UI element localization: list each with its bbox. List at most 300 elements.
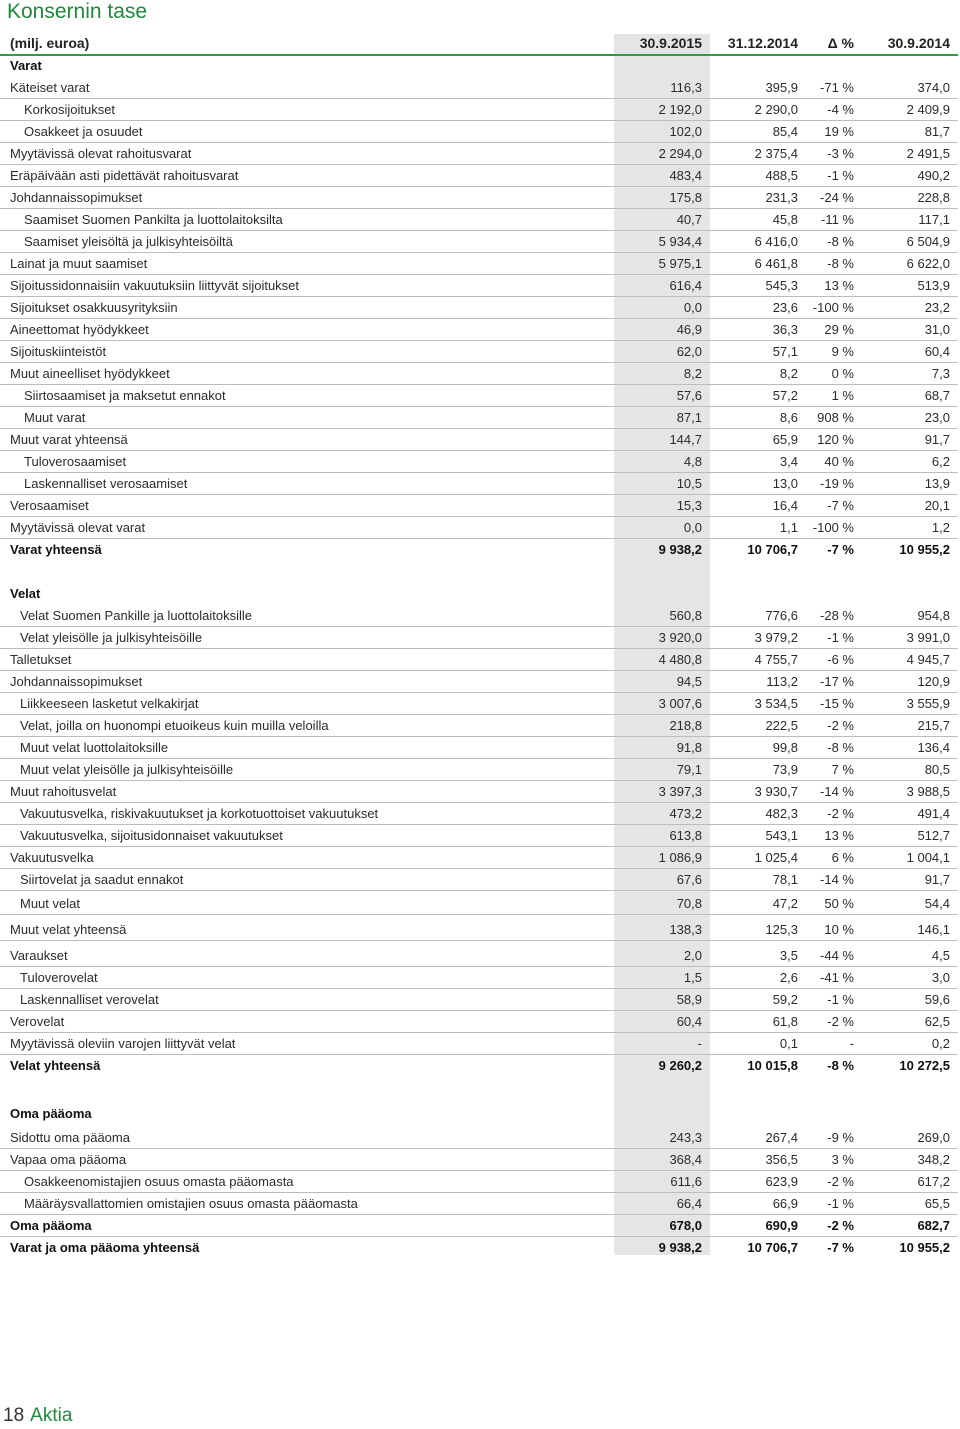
row-value: 13,0 (772, 476, 798, 491)
row-value: 60,4 (924, 344, 950, 359)
row-value: 40 % (824, 454, 854, 469)
row-value: 31,0 (924, 322, 950, 337)
row-value: 23,2 (924, 300, 950, 315)
table-row (0, 944, 958, 967)
table-row (0, 1170, 958, 1193)
row-value: 374,0 (917, 80, 950, 95)
row-value: 5 975,1 (658, 256, 702, 271)
row-value: -2 % (827, 1218, 854, 1233)
row-label: Johdannaissopimukset (10, 674, 143, 689)
row-label: Velat yleisölle ja julkisyhteisöille (20, 630, 203, 645)
row-value: 482,3 (765, 806, 798, 821)
table-row (0, 736, 958, 759)
row-value: -28 % (820, 608, 854, 623)
row-value: 3 920,0 (658, 630, 702, 645)
row-value: 513,9 (917, 278, 950, 293)
row-value: 65,9 (772, 432, 798, 447)
row-value: 3 397,3 (658, 784, 702, 799)
row-label: Muut velat (20, 896, 80, 911)
row-value: 23,0 (924, 410, 950, 425)
row-value: -7 % (827, 498, 854, 513)
table-row (0, 494, 958, 517)
row-value: 85,4 (772, 124, 798, 139)
table-row (0, 1010, 958, 1033)
row-value: 231,3 (765, 190, 798, 205)
table-row (0, 1236, 958, 1258)
row-label: Talletukset (10, 652, 72, 667)
row-label: Muut rahoitusvelat (10, 784, 117, 799)
row-value: 6 622,0 (906, 256, 950, 271)
table-header (0, 32, 958, 54)
row-value: -2 % (827, 718, 854, 733)
row-value: -1 % (827, 630, 854, 645)
row-label: Muut velat luottolaitoksille (20, 740, 169, 755)
row-value: 54,4 (924, 896, 950, 911)
row-value: 19 % (824, 124, 854, 139)
row-value: 6 504,9 (906, 234, 950, 249)
row-value: 3,0 (931, 970, 950, 985)
table-row (0, 802, 958, 825)
row-label: Myytävissä oleviin varojen liittyvät velat (10, 1036, 236, 1051)
row-value: -41 % (820, 970, 854, 985)
table-row (0, 318, 958, 341)
table-row (0, 120, 958, 143)
row-value: 1,2 (931, 520, 950, 535)
row-value: -44 % (820, 948, 854, 963)
row-label: Korkosijoitukset (24, 102, 116, 117)
row-value: 613,8 (669, 828, 702, 843)
row-label: Vakuutusvelka (10, 850, 94, 865)
row-value: -14 % (820, 872, 854, 887)
row-value: 678,0 (669, 1218, 702, 1233)
row-value: -100 % (812, 520, 854, 535)
row-value: 3 988,5 (906, 784, 950, 799)
row-value: -8 % (827, 740, 854, 755)
row-value: 215,7 (917, 718, 950, 733)
row-value: 6 416,0 (754, 234, 798, 249)
row-value: 0,1 (779, 1036, 798, 1051)
row-label: Myytävissä olevat rahoitusvarat (10, 146, 192, 161)
row-value: 47,2 (772, 896, 798, 911)
row-label: Velat, joilla on huonompi etuoikeus kuin muilla veloilla (20, 718, 329, 733)
row-label: Määräysvallattomien omistajien osuus omasta pääomasta (24, 1196, 358, 1211)
row-value: 560,8 (669, 608, 702, 623)
row-value: 73,9 (772, 762, 798, 777)
row-value: 8,6 (779, 410, 798, 425)
row-value: 3 % (831, 1152, 854, 1167)
row-value: 9 938,2 (658, 542, 702, 557)
table-row (0, 582, 958, 604)
row-value: 954,8 (917, 608, 950, 623)
row-label: Muut varat (24, 410, 86, 425)
row-value: 0,0 (683, 300, 702, 315)
row-label: Käteiset varat (10, 80, 90, 95)
row-label: Vakuutusvelka, riskivakuutukset ja korkotuottoiset vakuutukset (20, 806, 379, 821)
row-value: 10 706,7 (747, 1240, 798, 1255)
row-value: 6,2 (931, 454, 950, 469)
row-value: 57,6 (676, 388, 702, 403)
table-row (0, 252, 958, 275)
row-value: 15,3 (676, 498, 702, 513)
row-value: 10 % (824, 922, 854, 937)
row-value: 113,2 (766, 674, 798, 689)
table-row (0, 54, 958, 76)
row-value: 0,2 (931, 1036, 950, 1051)
row-value: 10 706,7 (747, 542, 798, 557)
header-col-2014-year: 31.12.2014 (727, 35, 798, 51)
row-value: 144,7 (669, 432, 702, 447)
row-value: 67,6 (676, 872, 702, 887)
table-row (0, 846, 958, 869)
row-label: Oma pääoma (10, 1106, 92, 1121)
table-row (0, 1148, 958, 1171)
row-value: 908 % (817, 410, 854, 425)
row-label: Sijoitukset osakkuusyrityksiin (10, 300, 178, 315)
row-value: 23,6 (772, 300, 798, 315)
header-col-2015q3: 30.9.2015 (639, 35, 702, 51)
table-row (0, 988, 958, 1011)
row-value: 1,1 (779, 520, 798, 535)
row-label: Liikkeeseen lasketut velkakirjat (20, 696, 199, 711)
table-row (0, 966, 958, 989)
table-row (0, 1214, 958, 1237)
table-row (0, 1102, 958, 1124)
row-value: 2 409,9 (906, 102, 950, 117)
row-value: 16,4 (772, 498, 798, 513)
row-value: 78,1 (772, 872, 798, 887)
row-value: 1 025,4 (754, 850, 798, 865)
row-value: 3 979,2 (754, 630, 798, 645)
row-value: 4 945,7 (906, 652, 950, 667)
row-value: 62,5 (924, 1014, 950, 1029)
row-value: 59,2 (772, 992, 798, 1007)
row-value: 9 938,2 (658, 1240, 702, 1255)
row-value: 125,3 (765, 922, 798, 937)
row-value: 116,3 (670, 80, 702, 95)
row-label: Aineettomat hyödykkeet (10, 322, 149, 337)
row-value: 13 % (824, 278, 854, 293)
table-row (0, 604, 958, 627)
row-value: 222,5 (765, 718, 798, 733)
row-value: 473,2 (669, 806, 702, 821)
row-value: -2 % (827, 1174, 854, 1189)
row-label: Osakkeenomistajien osuus omasta pääomasta (24, 1174, 294, 1189)
row-value: 483,4 (669, 168, 702, 183)
row-value: 136,4 (917, 740, 950, 755)
row-value: 29 % (824, 322, 854, 337)
row-label: Tuloverovelat (20, 970, 98, 985)
page-footer (3, 1405, 72, 1427)
row-value: -17 % (820, 674, 854, 689)
row-label: Varat ja oma pääoma yhteensä (10, 1240, 200, 1255)
row-value: 4,5 (931, 948, 950, 963)
row-value: 617,2 (917, 1174, 950, 1189)
row-label: Sijoituskiinteistöt (10, 344, 107, 359)
row-value: -15 % (820, 696, 854, 711)
row-label: Oma pääoma (10, 1218, 92, 1233)
row-label: Muut aineelliset hyödykkeet (10, 366, 170, 381)
row-value: 91,7 (924, 432, 950, 447)
row-value: 66,9 (772, 1196, 798, 1211)
row-label: Muut velat yhteensä (10, 922, 127, 937)
row-label: Sijoitussidonnaisiin vakuutuksiin liittyvät sijoitukset (10, 278, 300, 293)
table-row (0, 208, 958, 231)
table-row (0, 1054, 958, 1076)
row-value: 70,8 (676, 896, 702, 911)
row-label: Velat Suomen Pankille ja luottolaitoksille (20, 608, 252, 623)
row-value: 1,5 (683, 970, 702, 985)
row-value: 120,9 (917, 674, 950, 689)
row-value: -2 % (827, 806, 854, 821)
row-value: 682,7 (917, 1218, 950, 1233)
row-value: 58,9 (676, 992, 702, 1007)
row-value: 623,9 (765, 1174, 798, 1189)
row-value: 4,8 (683, 454, 702, 469)
row-value: 20,1 (924, 498, 950, 513)
row-value: 46,9 (676, 322, 702, 337)
row-value: 10 272,5 (899, 1058, 950, 1073)
row-value: 3 991,0 (906, 630, 950, 645)
row-value: -8 % (827, 256, 854, 271)
table-row (0, 406, 958, 429)
table-row (0, 516, 958, 539)
row-label: Siirtovelat ja saadut ennakot (20, 872, 184, 887)
row-value: 243,3 (669, 1130, 702, 1145)
row-value: 40,7 (676, 212, 702, 227)
row-value: 138,3 (669, 922, 702, 937)
row-value: 117,1 (918, 212, 950, 227)
table-row (0, 142, 958, 165)
row-value: -1 % (827, 168, 854, 183)
row-value: 91,7 (924, 872, 950, 887)
row-value: 490,2 (917, 168, 950, 183)
row-value: -8 % (827, 234, 854, 249)
table-row (0, 868, 958, 891)
row-value: 10 955,2 (899, 542, 950, 557)
row-value: - (849, 1036, 854, 1051)
row-value: 3 930,7 (754, 784, 798, 799)
row-value: -6 % (827, 652, 854, 667)
page-title: Konsernin tase (7, 0, 148, 23)
row-value: 45,8 (772, 212, 798, 227)
row-value: 3,4 (779, 454, 798, 469)
row-value: -7 % (827, 542, 854, 557)
header-unit-label: (milj. euroa) (10, 35, 90, 51)
row-value: 60,4 (676, 1014, 702, 1029)
row-value: 228,8 (917, 190, 950, 205)
row-value: 348,2 (917, 1152, 950, 1167)
row-label: Muut velat yleisölle ja julkisyhteisöille (20, 762, 234, 777)
table-row (0, 472, 958, 495)
row-value: 10 955,2 (899, 1240, 950, 1255)
row-value: 616,4 (669, 278, 702, 293)
row-label: Saamiset yleisöltä ja julkisyhteisöiltä (24, 234, 233, 249)
table-row (0, 714, 958, 737)
row-value: 6 % (831, 850, 854, 865)
table-row (0, 780, 958, 803)
table-row (0, 670, 958, 693)
row-value: -9 % (827, 1130, 854, 1145)
row-value: 545,3 (765, 278, 798, 293)
row-label: Myytävissä olevat varat (10, 520, 146, 535)
row-value: 99,8 (772, 740, 798, 755)
row-label: Varaukset (10, 948, 68, 963)
row-value: 218,8 (669, 718, 702, 733)
table-row (0, 296, 958, 319)
row-label: Osakkeet ja osuudet (24, 124, 143, 139)
row-value: 57,1 (772, 344, 798, 359)
row-value: -24 % (820, 190, 854, 205)
table-row (0, 98, 958, 121)
table-row (0, 538, 958, 560)
row-value: 4 755,7 (754, 652, 798, 667)
row-value: 91,8 (676, 740, 702, 755)
row-value: -19 % (820, 476, 854, 491)
row-label: Lainat ja muut saamiset (10, 256, 148, 271)
table-row (0, 428, 958, 451)
page-number: 18 (3, 1405, 25, 1426)
row-value: 0 % (831, 366, 854, 381)
row-value: 9 % (831, 344, 854, 359)
row-value: 79,1 (676, 762, 702, 777)
table-row (0, 648, 958, 671)
row-value: 36,3 (772, 322, 798, 337)
row-value: 267,4 (765, 1130, 798, 1145)
row-label: Siirtosaamiset ja maksetut ennakot (24, 388, 226, 403)
table-row (0, 164, 958, 187)
row-value: 8,2 (779, 366, 798, 381)
row-value: 50 % (824, 896, 854, 911)
header-col-2014q3: 30.9.2014 (887, 35, 950, 51)
row-label: Vapaa oma pääoma (10, 1152, 127, 1167)
table-row (0, 186, 958, 209)
row-label: Laskennalliset verovelat (20, 992, 159, 1007)
row-value: 81,7 (924, 124, 950, 139)
row-label: Muut varat yhteensä (10, 432, 128, 447)
row-value: 2 294,0 (658, 146, 702, 161)
row-value: 8,2 (683, 366, 702, 381)
row-value: 102,0 (669, 124, 702, 139)
row-label: Verosaamiset (10, 498, 89, 513)
table-row (0, 230, 958, 253)
table-row (0, 692, 958, 715)
row-value: 120 % (817, 432, 854, 447)
row-value: 65,5 (924, 1196, 950, 1211)
row-value: -11 % (821, 212, 854, 227)
row-value: 1 004,1 (906, 850, 950, 865)
row-value: 269,0 (917, 1130, 950, 1145)
row-value: 491,4 (917, 806, 950, 821)
row-label: Varat yhteensä (10, 542, 102, 557)
row-value: 690,9 (765, 1218, 798, 1233)
row-value: 3 555,9 (906, 696, 950, 711)
row-label: Verovelat (10, 1014, 65, 1029)
row-value: 9 260,2 (658, 1058, 702, 1073)
row-value: 62,0 (676, 344, 702, 359)
table-row (0, 340, 958, 363)
row-value: 7,3 (931, 366, 950, 381)
row-value: -4 % (827, 102, 854, 117)
row-value: 488,5 (765, 168, 798, 183)
row-value: -2 % (827, 1014, 854, 1029)
row-value: 5 934,4 (658, 234, 702, 249)
table-row (0, 450, 958, 473)
row-value: 3 007,6 (658, 696, 702, 711)
row-value: 611,6 (670, 1174, 702, 1189)
row-label: Vakuutusvelka, sijoitusidonnaiset vakuutukset (20, 828, 283, 843)
row-value: - (697, 1036, 702, 1051)
row-label: Saamiset Suomen Pankilta ja luottolaitoksilta (24, 212, 283, 227)
row-label: Sidottu oma pääoma (10, 1130, 130, 1145)
row-value: 66,4 (676, 1196, 702, 1211)
row-value: -3 % (827, 146, 854, 161)
row-value: 4 480,8 (658, 652, 702, 667)
row-value: 10 015,8 (747, 1058, 798, 1073)
row-label: Laskennalliset verosaamiset (24, 476, 188, 491)
table-row (0, 758, 958, 781)
row-label: Eräpäivään asti pidettävät rahoitusvarat (10, 168, 239, 183)
row-value: -1 % (827, 992, 854, 1007)
row-label: Velat (10, 586, 41, 601)
table-row (0, 1032, 958, 1055)
row-value: 13,9 (924, 476, 950, 491)
row-value: 2 491,5 (906, 146, 950, 161)
row-value: 776,6 (765, 608, 798, 623)
row-value: 2 375,4 (754, 146, 798, 161)
row-label: Johdannaissopimukset (10, 190, 143, 205)
row-value: 3 534,5 (754, 696, 798, 711)
row-value: 2 290,0 (754, 102, 798, 117)
row-value: 6 461,8 (754, 256, 798, 271)
footer-brand: Aktia (30, 1405, 73, 1426)
row-value: 512,7 (917, 828, 950, 843)
table-row (0, 918, 958, 941)
table-row (0, 1126, 958, 1149)
row-value: 395,9 (765, 80, 798, 95)
row-value: 61,8 (772, 1014, 798, 1029)
row-value: 2,6 (779, 970, 798, 985)
row-value: 59,6 (924, 992, 950, 1007)
row-value: 368,4 (669, 1152, 702, 1167)
row-value: 1 086,9 (658, 850, 702, 865)
row-value: 146,1 (917, 922, 950, 937)
row-value: 7 % (831, 762, 854, 777)
row-value: -14 % (820, 784, 854, 799)
row-label: Tuloverosaamiset (24, 454, 127, 469)
row-value: -8 % (827, 1058, 854, 1073)
row-value: 0,0 (683, 520, 702, 535)
row-value: 87,1 (676, 410, 702, 425)
row-value: 1 % (831, 388, 854, 403)
row-value: -71 % (820, 80, 854, 95)
table-row (0, 824, 958, 847)
row-value: 543,1 (765, 828, 798, 843)
row-label: Velat yhteensä (10, 1058, 101, 1073)
header-col-change: Δ % (827, 35, 854, 51)
row-label: Varat (10, 58, 42, 73)
row-value: -100 % (812, 300, 854, 315)
row-value: 68,7 (924, 388, 950, 403)
table-row (0, 892, 958, 915)
table-row (0, 384, 958, 407)
row-value: 10,5 (676, 476, 702, 491)
row-value: 94,5 (676, 674, 702, 689)
table-row (0, 362, 958, 385)
row-value: 13 % (824, 828, 854, 843)
row-value: 3,5 (779, 948, 798, 963)
row-value: 2,0 (683, 948, 702, 963)
row-value: 175,8 (669, 190, 702, 205)
